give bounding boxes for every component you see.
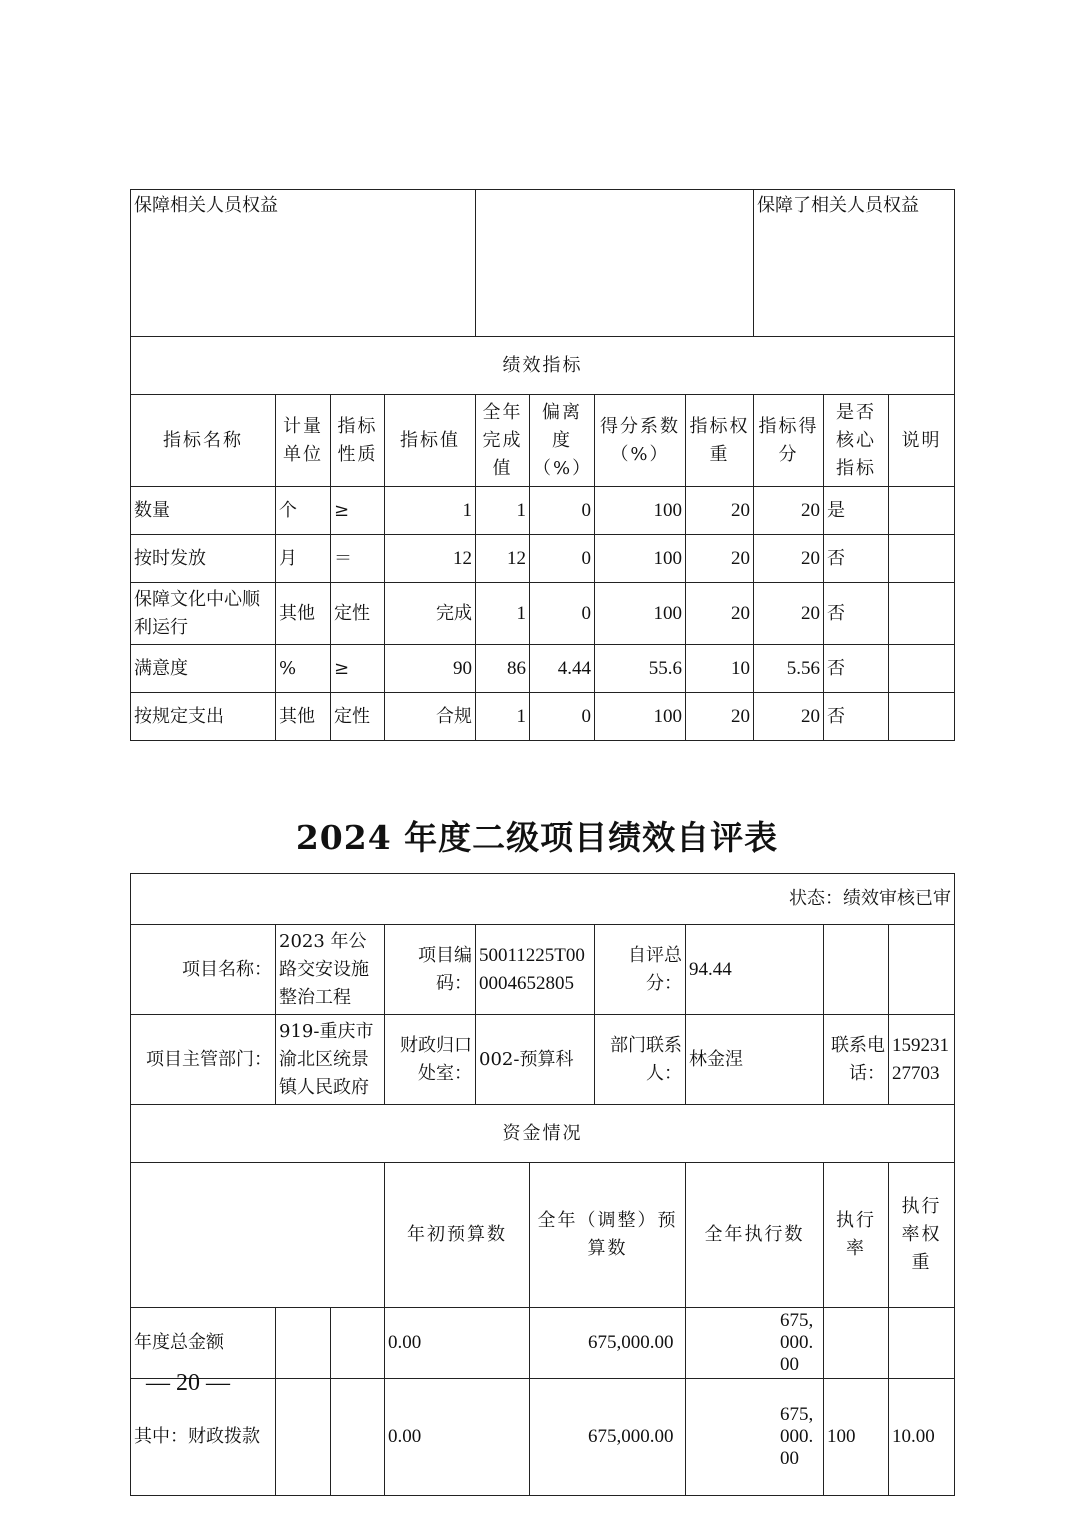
indicator-cell <box>889 487 955 535</box>
indicator-cell: 20 <box>686 535 754 583</box>
score-label: 自评总分： <box>595 925 686 1015</box>
status-text: 状态：绩效审核已审 <box>131 874 955 925</box>
objective-right-cell: 保障了相关人员权益 <box>754 190 955 337</box>
indicator-cell: 0 <box>530 583 595 645</box>
objective-left-cell: 保障相关人员权益 <box>131 190 476 337</box>
fund-header-cell: 执行率权重 <box>889 1163 955 1308</box>
empty-cell <box>889 925 955 1015</box>
empty-header-cell <box>131 1163 385 1308</box>
indicator-cell: 100 <box>595 693 686 741</box>
initial-budget-cell: 0.00 <box>385 1308 530 1379</box>
indicator-cell: 否 <box>824 583 889 645</box>
indicator-cell: 1 <box>476 693 530 741</box>
fund-row-label: 其中：财政拨款 <box>131 1379 276 1496</box>
indicator-cell: 完成 <box>385 583 476 645</box>
indicator-cell: 定性 <box>331 693 385 741</box>
indicator-cell <box>889 693 955 741</box>
empty-cell <box>824 925 889 1015</box>
indicator-cell: 10 <box>686 645 754 693</box>
fund-row <box>131 1379 955 1496</box>
header-cell: 指标性质 <box>331 395 385 487</box>
indicator-cell: 20 <box>686 693 754 741</box>
indicator-cell: 其他 <box>276 693 331 741</box>
indicator-cell: 55.6 <box>595 645 686 693</box>
form-title: 2024 年度二级项目绩效自评表 <box>295 818 779 857</box>
fund-header-cell: 年初预算数 <box>385 1163 530 1308</box>
header-cell: 指标权重 <box>686 395 754 487</box>
objective-middle-cell <box>476 190 754 337</box>
indicator-cell: 12 <box>476 535 530 583</box>
empty-cell <box>276 1308 331 1379</box>
indicator-cell: 12 <box>385 535 476 583</box>
indicator-cell: 否 <box>824 645 889 693</box>
indicator-cell: 按时发放 <box>131 535 276 583</box>
initial-budget-cell: 0.00 <box>385 1379 530 1496</box>
indicator-cell: 20 <box>754 535 824 583</box>
indicator-cell <box>889 583 955 645</box>
indicator-cell: 1 <box>476 583 530 645</box>
empty-cell <box>276 1379 331 1496</box>
indicator-cell: 20 <box>754 487 824 535</box>
indicator-cell: 是 <box>824 487 889 535</box>
contact-label: 部门联系人： <box>595 1015 686 1105</box>
fund-row <box>131 1308 955 1379</box>
indicator-row <box>131 535 955 583</box>
indicator-cell: 86 <box>476 645 530 693</box>
execution-weight-cell: 10.00 <box>889 1379 955 1496</box>
indicator-cell: % <box>276 645 331 693</box>
executed-amount-cell: 675,000.00 <box>686 1308 824 1379</box>
fund-row-label: 年度总金额 <box>131 1308 276 1379</box>
indicator-cell: 0 <box>530 693 595 741</box>
indicator-cell: 20 <box>686 583 754 645</box>
project-name-label: 项目名称： <box>131 925 276 1015</box>
empty-cell <box>331 1308 385 1379</box>
indicator-cell: 0 <box>530 535 595 583</box>
header-cell: 全年完成值 <box>476 395 530 487</box>
indicator-cell: 数量 <box>131 487 276 535</box>
header-cell: 说明 <box>889 395 955 487</box>
fund-header-row <box>131 1163 955 1308</box>
fund-section-heading: 资金情况 <box>131 1105 955 1163</box>
indicator-cell: 其他 <box>276 583 331 645</box>
project-code-label: 项目编码： <box>385 925 476 1015</box>
indicator-cell: ＝ <box>331 535 385 583</box>
indicator-row <box>131 583 955 645</box>
dept-label: 项目主管部门： <box>131 1015 276 1105</box>
adjusted-budget-cell: 675,000.00 <box>530 1379 686 1496</box>
indicator-cell: 否 <box>824 693 889 741</box>
indicator-cell <box>889 535 955 583</box>
header-cell: 指标得分 <box>754 395 824 487</box>
indicator-cell <box>889 645 955 693</box>
indicator-header-row <box>131 395 955 487</box>
execution-rate-cell: 100 <box>824 1379 889 1496</box>
fund-header-cell: 全年执行数 <box>686 1163 824 1308</box>
fund-header-cell: 全年（调整）预算数 <box>530 1163 686 1308</box>
objective-row <box>131 190 955 337</box>
indicator-cell: 月 <box>276 535 331 583</box>
phone-value: 15923127703 <box>889 1015 955 1105</box>
finance-label: 财政归口处室： <box>385 1015 476 1105</box>
dept-value: 919-重庆市渝北区统景镇人民政府 <box>276 1015 385 1105</box>
indicator-row <box>131 487 955 535</box>
indicator-cell: 20 <box>754 583 824 645</box>
department-row <box>131 1015 955 1105</box>
executed-amount-cell: 675,000.00 <box>686 1379 824 1496</box>
indicator-cell: 100 <box>595 583 686 645</box>
indicator-cell: 定性 <box>331 583 385 645</box>
indicator-cell: 20 <box>686 487 754 535</box>
indicator-cell: 1 <box>385 487 476 535</box>
phone-label: 联系电话： <box>824 1015 889 1105</box>
section-heading: 绩效指标 <box>131 337 955 395</box>
indicator-cell: 否 <box>824 535 889 583</box>
page-number: — 20 — <box>146 1370 230 1396</box>
indicator-cell: 20 <box>754 693 824 741</box>
header-cell: 计量单位 <box>276 395 331 487</box>
header-cell: 得分系数（%） <box>595 395 686 487</box>
project-code-value: 50011225T000004652805 <box>476 925 595 1015</box>
indicator-cell: 4.44 <box>530 645 595 693</box>
indicator-cell: 个 <box>276 487 331 535</box>
indicator-cell: 1 <box>476 487 530 535</box>
indicator-table <box>130 189 955 741</box>
finance-value: 002-预算科 <box>476 1015 595 1105</box>
indicator-cell: 90 <box>385 645 476 693</box>
header-cell: 指标名称 <box>131 395 276 487</box>
indicator-cell: 100 <box>595 535 686 583</box>
indicator-cell: ≥ <box>331 487 385 535</box>
execution-rate-cell <box>824 1308 889 1379</box>
header-cell: 偏离度（%） <box>530 395 595 487</box>
indicator-cell: 合规 <box>385 693 476 741</box>
indicator-cell: 0 <box>530 487 595 535</box>
indicator-cell: 100 <box>595 487 686 535</box>
project-info-row <box>131 925 955 1015</box>
indicator-row <box>131 645 955 693</box>
indicator-cell: 按规定支出 <box>131 693 276 741</box>
score-value: 94.44 <box>686 925 824 1015</box>
project-name-value: 2023 年公路交安设施整治工程 <box>276 925 385 1015</box>
indicator-cell: 保障文化中心顺利运行 <box>131 583 276 645</box>
header-cell: 指标值 <box>385 395 476 487</box>
fund-header-cell: 执行率 <box>824 1163 889 1308</box>
indicator-cell: 满意度 <box>131 645 276 693</box>
execution-weight-cell <box>889 1308 955 1379</box>
indicator-cell: 5.56 <box>754 645 824 693</box>
indicator-row <box>131 693 955 741</box>
self-evaluation-table <box>130 873 955 1496</box>
empty-cell <box>331 1379 385 1496</box>
adjusted-budget-cell: 675,000.00 <box>530 1308 686 1379</box>
indicator-cell: ≥ <box>331 645 385 693</box>
contact-value: 林金涅 <box>686 1015 824 1105</box>
header-cell: 是否核心指标 <box>824 395 889 487</box>
